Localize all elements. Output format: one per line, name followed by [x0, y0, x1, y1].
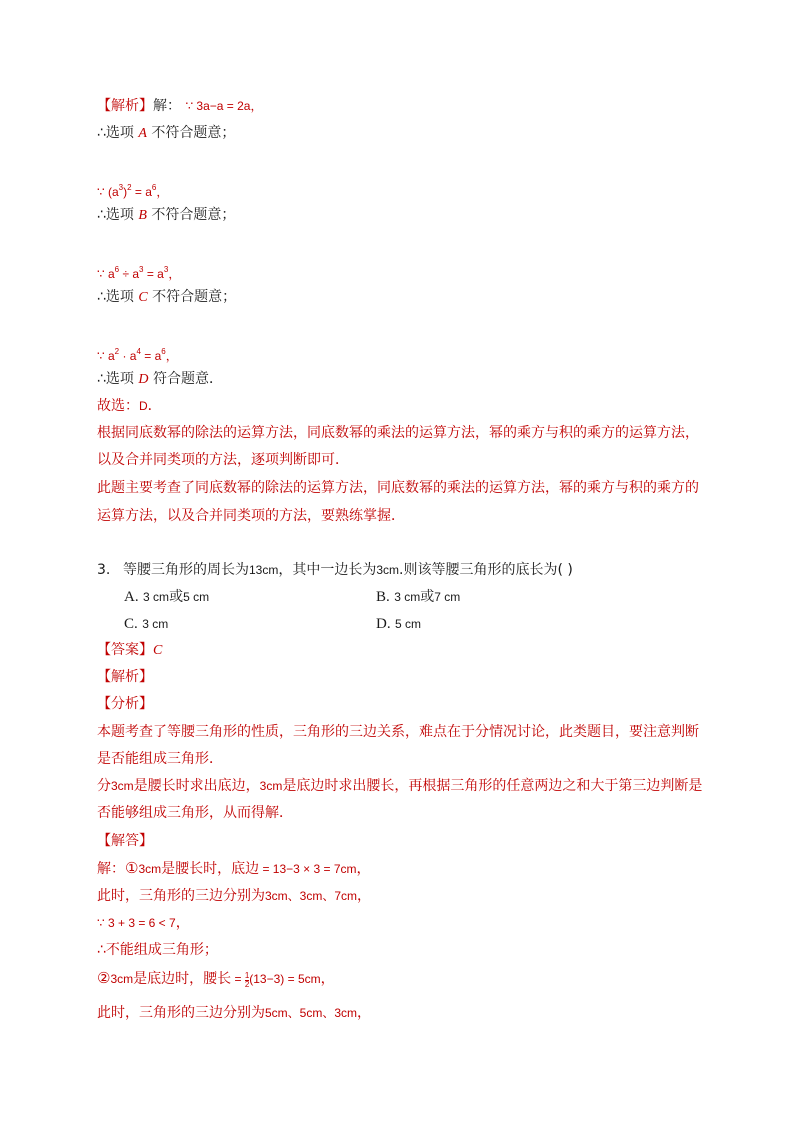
option-letter: D	[138, 372, 149, 387]
solution-line-6: 此时，三角形的三边分别为5cm、5cm、3cm，	[97, 1005, 372, 1021]
method-text-1: 根据同底数幂的除法的运算方法，同底数幂的乘法的运算方法，幂的乘方与积的乘方的运算方法，	[97, 425, 699, 441]
answer-label: 【答案】	[97, 642, 153, 658]
fenxi-text-3: 分3cm是腰长时求出底边，3cm是底边时求出腰长，再根据三角形的任意两边之和大于第三边判断是	[97, 778, 703, 794]
circled-two: ②	[97, 969, 111, 987]
fenxi-text-4: 否能够组成三角形，从而得解．	[97, 805, 293, 821]
analysis-line-3	[97, 178, 168, 202]
answer-choice-line: 故选：D．	[97, 398, 162, 414]
option-c[interactable]: C. 3 cm	[124, 616, 169, 632]
option-letter: C	[138, 290, 148, 305]
question-number: 3.	[97, 562, 111, 578]
answer-value: C	[153, 643, 163, 658]
jieda-label: 【解答】	[97, 833, 153, 849]
math-expression: ∵ 3a−a = 2a，	[185, 99, 263, 113]
summary-text-2: 运算方法，以及合并同类项的方法，要熟练掌握．	[97, 508, 405, 524]
solution-line-5: ②3cm是底边时，腰长 = $\frac{1}{2}$ (13−3) = 5cm，	[97, 969, 335, 989]
solution-line-1: 解：①3cm是腰长时，底边 = 13−3 × 3 = 7cm，	[97, 859, 371, 877]
fenxi-text-2: 是否能组成三角形．	[97, 751, 223, 767]
fraction-one-half: $\frac{1}{2}$	[244, 971, 250, 989]
solution-line-2: 此时，三角形的三边分别为3cm、3cm、7cm，	[97, 888, 372, 904]
solution-line-4: ∴不能组成三角形；	[97, 942, 218, 958]
question-3-stem: 3. 等腰三角形的周长为13cm，其中一边长为3cm.则该等腰三角形的底长为( )	[97, 562, 573, 578]
math-expression: ∵ $a^2 \cdot a^4 = a^6$，	[97, 347, 178, 363]
analysis-line-1: 【解析】解： ∵ 3a−a = 2a，	[97, 98, 263, 114]
method-text-2: 以及合并同类项的方法，逐项判断即可．	[97, 452, 349, 468]
analysis-line-7	[97, 342, 178, 366]
analysis-label: 【解析】	[97, 98, 153, 114]
math-expression: ∵ $a^6 \div a^3 = a^3$，	[97, 265, 181, 281]
option-a[interactable]: A. 3 cm或5 cm	[124, 589, 210, 605]
option-letter: A	[138, 126, 147, 141]
math-expression: ∵ $(a^3)^2 = a^6$，	[97, 183, 169, 199]
analysis-line-5	[97, 260, 180, 284]
fenxi-label: 【分析】	[97, 696, 153, 712]
analysis-line-2: ∴选项 A 不符合题意；	[97, 125, 236, 141]
analysis-line-8: ∴选项 D 符合题意．	[97, 371, 223, 387]
option-d[interactable]: D. 5 cm	[376, 616, 422, 632]
fenxi-text-1: 本题考查了等腰三角形的性质，三角形的三边关系，难点在于分情况讨论，此类题目，要注意判断	[97, 724, 699, 740]
circled-one: ①	[125, 859, 139, 877]
answer-line	[97, 640, 162, 661]
solution-line-3: ∵ 3 + 3 = 6 < 7，	[97, 915, 190, 931]
analysis-line-4: ∴选项 B 不符合题意；	[97, 207, 236, 223]
analysis-line-6: ∴选项 C 不符合题意；	[97, 289, 237, 305]
summary-text-1: 此题主要考查了同底数幂的除法的运算方法，同底数幂的乘法的运算方法，幂的乘方与积的乘方的	[97, 480, 699, 496]
answer-value: D	[139, 399, 148, 413]
option-b[interactable]: B. 3 cm或7 cm	[376, 589, 461, 605]
option-letter: B	[138, 208, 147, 223]
analysis-label: 【解析】	[97, 669, 153, 685]
